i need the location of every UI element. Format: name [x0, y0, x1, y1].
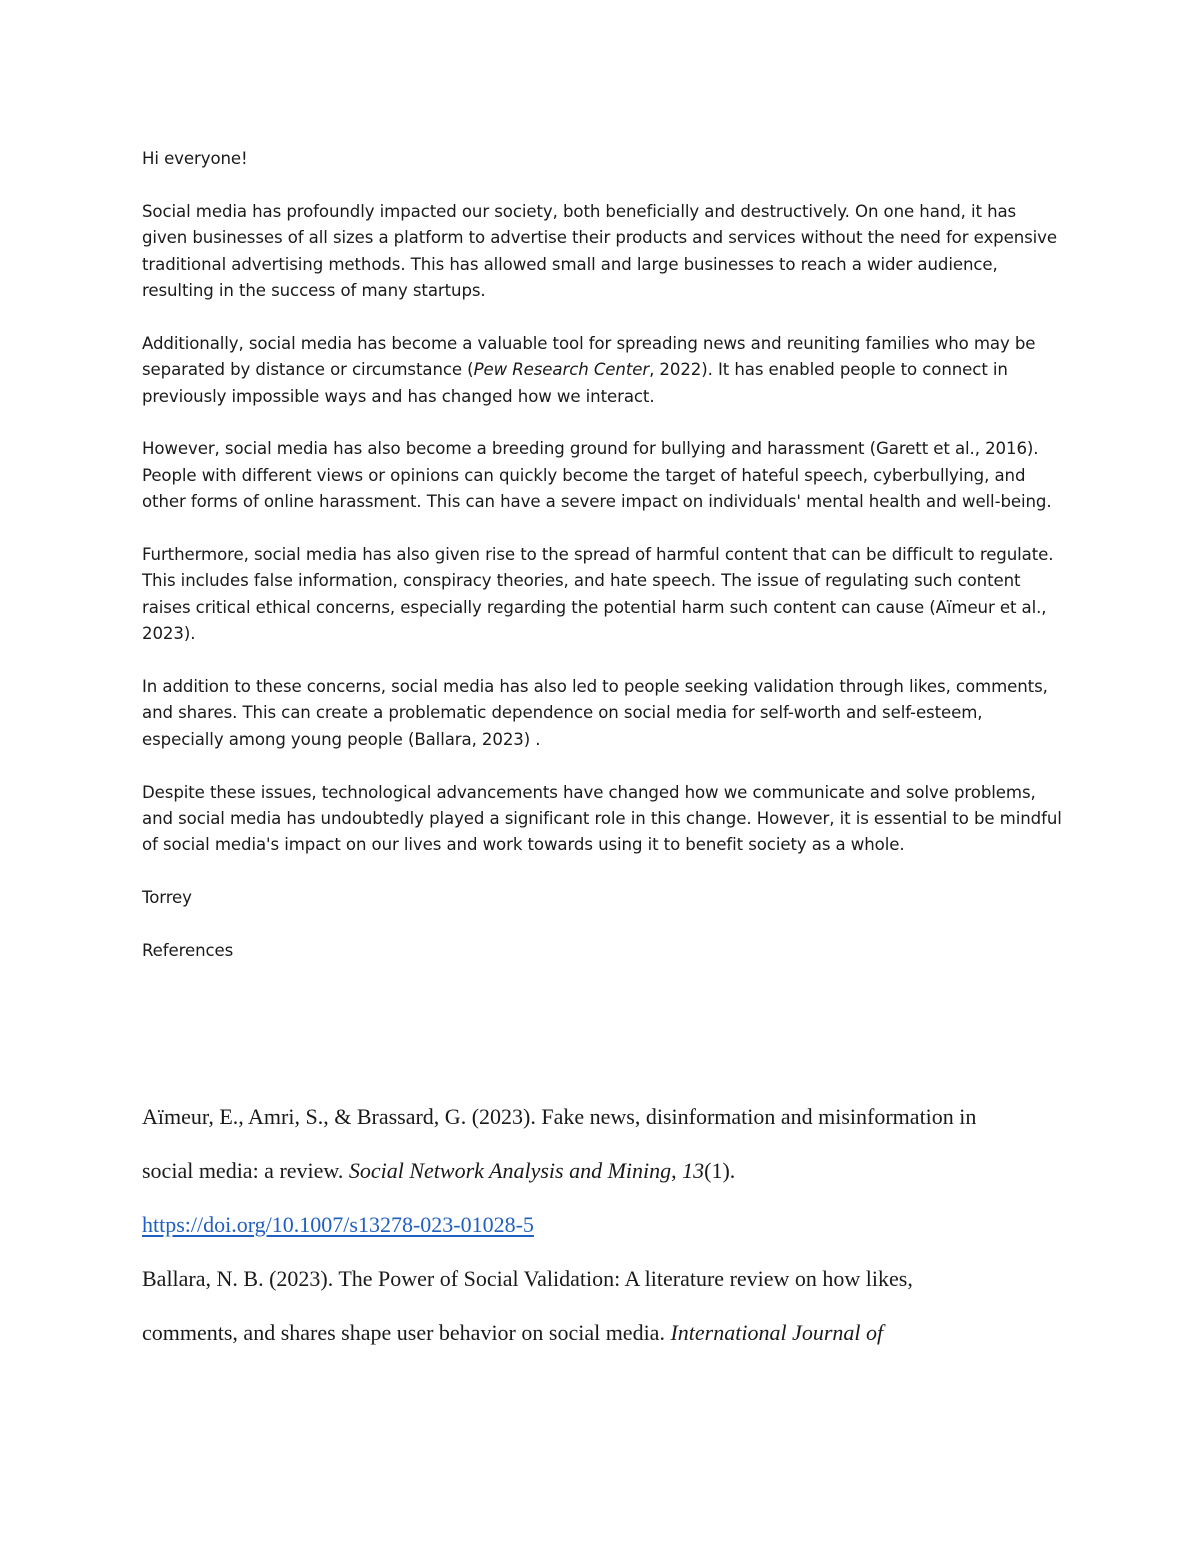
discussion-post: [142, 146, 1062, 991]
reference-line: [142, 1306, 1072, 1360]
paragraph-2-text-a: Additionally, social media has become a valuable tool for spreading news and reuniting families who may be separated by distance or circumstance (: [142, 333, 1036, 380]
journal-title: Social Network Analysis and Mining: [348, 1158, 672, 1183]
paragraph-5: In addition to these concerns, social media has also led to people seeking validation through likes, comments, and shares. This can create a problematic dependence on social media for self-worth and self-esteem, especially among young people (Ballara, 2023) .: [142, 677, 1048, 749]
paragraph-4: Furthermore, social media has also given rise to the spread of harmful content that can be difficult to regulate. This includes false information, conspiracy theories, and hate speech. The issue of regulating such content raises critical ethical concerns, especially regarding the potential harm such content can cause (Aïmeur et al., 2023).: [142, 545, 1054, 644]
paragraph-1: Social media has profoundly impacted our society, both beneficially and destructively. On one hand, it has given businesses of all sizes a platform to advertise their products and services without the need for expensive traditional advertising methods. This has allowed small and large businesses to reach a wider audience, resulting in the success of many startups.: [142, 201, 1058, 301]
paragraph-2: [142, 331, 1062, 410]
references-heading: References: [142, 941, 234, 961]
reference-text: social media: a review.: [142, 1158, 349, 1183]
reference-entry: [142, 1252, 1072, 1360]
reference-text: ,: [671, 1158, 683, 1183]
reference-line: Aïmeur, E., Amri, S., & Brassard, G. (2023). Fake news, disinformation and misinformation in: [142, 1104, 977, 1129]
signature: Torrey: [142, 888, 192, 908]
reference-text: (1).: [704, 1158, 736, 1183]
doi-link[interactable]: https://doi.org/10.1007/s13278-023-01028-5: [142, 1212, 534, 1237]
journal-volume: 13: [682, 1158, 705, 1183]
paragraph-2-text-b: , 2022). It has enabled people to connect in previously impossible ways and has changed how we interact.: [142, 360, 1008, 406]
reference-line: [142, 1144, 1072, 1198]
journal-title: International Journal of: [670, 1320, 884, 1345]
reference-list: [142, 1090, 1072, 1360]
reference-line: [142, 1198, 1072, 1252]
greeting: Hi everyone!: [142, 149, 248, 168]
reference-text: comments, and shares shape user behavior on social media.: [142, 1320, 671, 1345]
paragraph-3: However, social media has also become a breeding ground for bullying and harassment (Garett et al., 2016). People with different views or opinions can quickly become the target of hateful speech, cyberbullying, and other forms of online harassment. This can have a severe impact on individuals' mental health and well-being.: [142, 439, 1052, 512]
reference-line: Ballara, N. B. (2023). The Power of Social Validation: A literature review on how likes,: [142, 1266, 913, 1291]
paragraph-2-source: Pew Research Center: [473, 360, 650, 380]
reference-entry: [142, 1090, 1072, 1252]
paragraph-6: Despite these issues, technological advancements have changed how we communicate and solve problems, and social media has undoubtedly played a significant role in this change. However, it is essential to be mindful of social media's impact on our lives and work towards using it to benefit society as a whole.: [142, 782, 1062, 855]
